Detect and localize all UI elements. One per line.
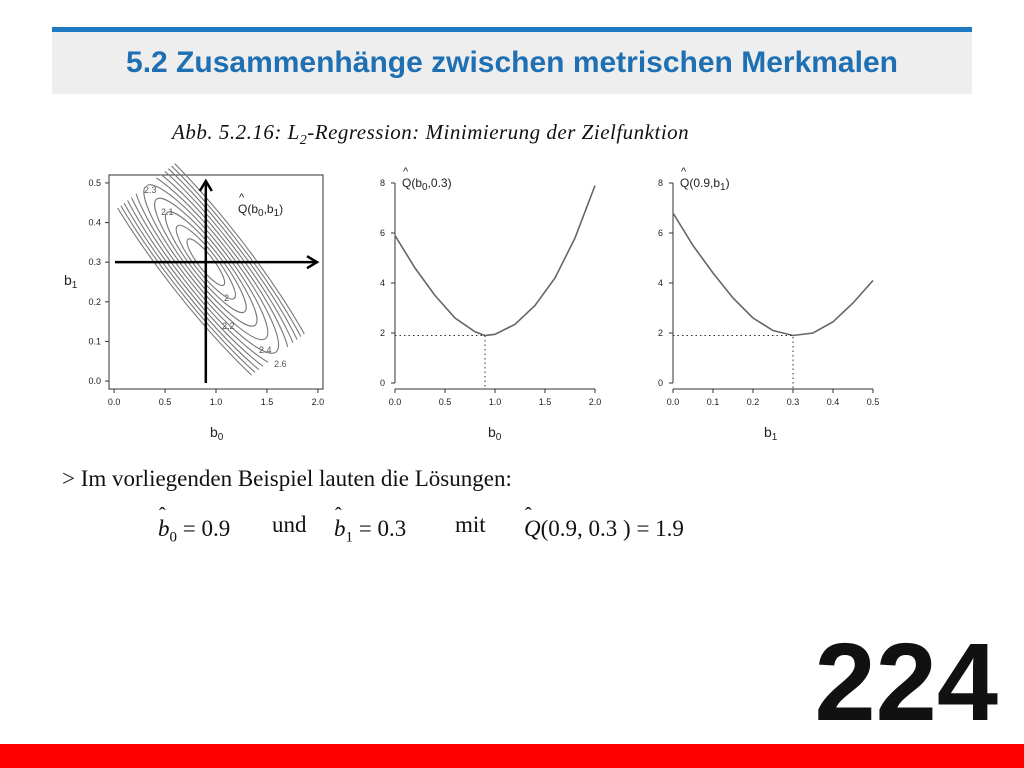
b0-hat-symbol: ˆ b: [158, 516, 170, 542]
equation-q: [524, 516, 684, 542]
contour-label: 2.4: [259, 345, 272, 355]
contour-label: 2.6: [274, 359, 287, 369]
caption-prefix: Abb. 5.2.16: L: [172, 120, 300, 144]
b0-value: = 0.9: [177, 516, 231, 541]
x-tick-label: 0.5: [158, 397, 172, 407]
q-b0-chart: [360, 165, 620, 450]
curve-title-hat: ^: [681, 166, 687, 178]
contour-label: 2.1: [161, 207, 174, 217]
x-axis-label: $b_1$: [764, 424, 778, 443]
y-tick-label: 8: [657, 178, 663, 188]
page-number: 224: [814, 621, 998, 744]
q-hat-symbol: ˆ Q: [524, 516, 541, 542]
contour-label: 2: [224, 293, 230, 303]
minimum-guide: [673, 336, 793, 390]
x-tick-label: 0.5: [866, 397, 880, 407]
y-tick-label: 2: [657, 328, 663, 338]
equation-b1: [334, 516, 406, 547]
axes: [380, 178, 601, 407]
y-tick-label: 0.2: [88, 296, 101, 307]
y-tick-label: 4: [379, 278, 385, 288]
q-annotation: $Q(b_0,b_1)$: [238, 202, 284, 219]
title-box: [52, 32, 972, 94]
y-tick-label: 0.3: [88, 257, 101, 268]
word-und: und: [272, 512, 307, 537]
curve-title-hat: ^: [403, 166, 409, 178]
x-tick-label: 0.2: [746, 397, 760, 407]
q-b1-curve: [673, 213, 873, 336]
slide-title: 5.2 Zusammenhänge zwischen metrischen Merkmalen: [126, 46, 898, 79]
y-axis-ticks: [88, 178, 109, 386]
bottom-accent-bar: [0, 744, 1024, 768]
y-tick-label: 0: [657, 378, 663, 388]
x-tick-label: 2.0: [311, 397, 325, 407]
curve-title: $Q(0.9,b_1)$: [680, 176, 730, 193]
y-axis-label: $b_1$: [64, 272, 78, 291]
caption-sub: 2: [299, 133, 308, 149]
b1-value: = 0.3: [353, 516, 407, 541]
y-tick-label: 0.0: [88, 376, 101, 387]
contour-label: 2.2: [222, 321, 235, 331]
y-tick-label: 6: [379, 228, 385, 238]
y-tick-label: 0: [379, 378, 385, 388]
y-tick-label: 4: [657, 278, 663, 288]
x-tick-label: 0.3: [786, 397, 800, 407]
x-axis-label: $b_0$: [210, 424, 224, 443]
x-tick-label: 0.1: [706, 397, 720, 407]
y-tick-label: 0.5: [88, 177, 101, 188]
y-tick-label: 6: [657, 228, 663, 238]
b0-sub: 0: [169, 529, 177, 546]
word-mit: mit: [455, 512, 486, 537]
x-axis-ticks: [108, 389, 324, 407]
b1-hat-symbol: ˆ b: [334, 516, 346, 542]
x-tick-label: 2.0: [588, 397, 602, 407]
axes: [658, 178, 879, 407]
q-value: (0.9, 0.3 ) = 1.9: [540, 516, 684, 541]
contour-chart: [60, 165, 340, 450]
contour-label: 2.3: [144, 185, 157, 195]
y-tick-label: 2: [379, 328, 385, 338]
b1-sub: 1: [345, 529, 353, 546]
x-axis-label: $b_0$: [488, 424, 502, 443]
x-tick-label: 1.5: [538, 397, 552, 407]
equation-b0: [158, 516, 230, 547]
y-tick-label: 0.1: [88, 336, 101, 347]
q-b0-curve: [395, 186, 595, 336]
caption-suffix: -Regression: Minimierung der Zielfunktion: [307, 120, 690, 144]
x-tick-label: 1.0: [209, 397, 223, 407]
minimum-guide: [395, 336, 485, 390]
y-tick-label: 8: [379, 178, 385, 188]
figure-caption: [172, 120, 689, 149]
x-tick-label: 0.4: [826, 397, 840, 407]
x-tick-label: 1.5: [260, 397, 274, 407]
solution-intro: > Im vorliegenden Beispiel lauten die Lösungen:: [62, 466, 512, 491]
q-b1-chart: [638, 165, 898, 450]
x-tick-label: 0.5: [438, 397, 452, 407]
x-tick-label: 0.0: [107, 397, 121, 407]
x-tick-label: 0.0: [388, 397, 402, 407]
q-annotation-hat: ^: [239, 192, 245, 204]
x-tick-label: 0.0: [666, 397, 680, 407]
x-tick-label: 1.0: [488, 397, 502, 407]
y-tick-label: 0.4: [88, 217, 101, 228]
curve-title: $Q(b_0,0.3)$: [402, 176, 452, 193]
